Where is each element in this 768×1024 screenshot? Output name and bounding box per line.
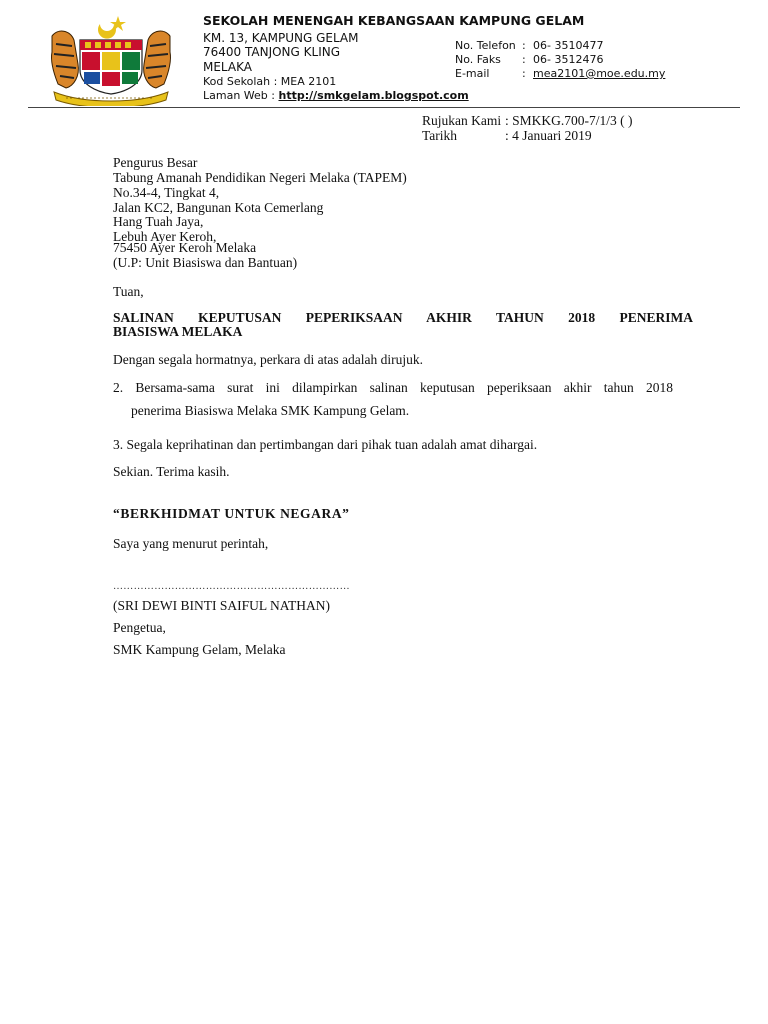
- recipient-line: Jalan KC2, Bangunan Kota Cemerlang: [113, 200, 324, 215]
- recipient-line: (U.P: Unit Biasiswa dan Bantuan): [113, 255, 298, 270]
- school-code: Kod Sekolah : MEA 2101: [203, 75, 337, 88]
- address-line-3: MELAKA: [203, 60, 252, 74]
- recipient-line: Hang Tuah Jaya,: [113, 214, 204, 229]
- recipient-line: Tabung Amanah Pendidikan Negeri Melaka (TAPEM): [113, 170, 407, 185]
- motto: “BERKHIDMAT UNTUK NEGARA”: [113, 506, 350, 521]
- fax-label: No. Faks: [455, 53, 501, 66]
- ref-value: : SMKKG.700-7/1/3 ( ): [505, 113, 633, 128]
- fax-value: 06- 3512476: [533, 53, 604, 66]
- date-value: : 4 Januari 2019: [505, 128, 592, 143]
- date-label: Tarikh: [422, 128, 458, 143]
- website-label: Laman Web :: [203, 89, 275, 102]
- signature-line: ……………………………………………………………: [113, 581, 350, 592]
- ref-label: Rujukan Kami: [422, 113, 502, 128]
- body-paragraph-2-line-2: penerima Biasiswa Melaka SMK Kampung Gelam.: [131, 403, 410, 418]
- phone-value: 06- 3510477: [533, 39, 604, 52]
- signatory-title: Pengetua,: [113, 620, 166, 635]
- recipient-line: 75450 Ayer Keroh Melaka: [113, 240, 257, 255]
- website-row: [203, 89, 469, 102]
- body-paragraph-1: Dengan segala hormatnya, perkara di atas adalah dirujuk.: [113, 352, 423, 367]
- recipient-line: No.34-4, Tingkat 4,: [113, 185, 220, 200]
- sign-off: Saya yang menurut perintah,: [113, 536, 269, 551]
- email-colon: :: [522, 67, 526, 80]
- recipient-line: Pengurus Besar: [113, 155, 198, 170]
- body-paragraph-2-line-1: 2. Bersama-sama surat ini dilampirkan salinan keputusan peperiksaan akhir tahun 2018: [113, 380, 673, 395]
- closing-line: Sekian. Terima kasih.: [113, 464, 230, 479]
- email-link[interactable]: mea2101@moe.edu.my: [533, 67, 666, 80]
- subject-line-1: SALINAN KEPUTUSAN PEPERIKSAAN AKHIR TAHUN 2018 PENERIMA: [113, 310, 693, 325]
- subject-line-2: BIASISWA MELAKA: [113, 324, 243, 339]
- recipient-line: Lebuh Ayer Keroh,: [113, 229, 217, 244]
- signatory-name: (SRI DEWI BINTI SAIFUL NATHAN): [113, 598, 330, 613]
- website-link[interactable]: http://smkgelam.blogspot.com: [278, 89, 469, 102]
- signatory-organisation: SMK Kampung Gelam, Melaka: [113, 642, 286, 657]
- body-paragraph-3: 3. Segala keprihatinan dan pertimbangan dari pihak tuan adalah amat dihargai.: [113, 437, 538, 452]
- fax-colon: :: [522, 53, 526, 66]
- phone-colon: :: [522, 39, 526, 52]
- address-line-1: KM. 13, KAMPUNG GELAM: [203, 31, 359, 45]
- address-line-2: 76400 TANJONG KLING: [203, 45, 341, 59]
- header-divider: [28, 107, 740, 108]
- coat-of-arms-logo: [44, 14, 178, 106]
- email-label: E-mail: [455, 67, 490, 80]
- phone-label: No. Telefon: [455, 39, 516, 52]
- salutation: Tuan,: [113, 284, 144, 299]
- school-name: SEKOLAH MENENGAH KEBANGSAAN KAMPUNG GELAM: [203, 13, 585, 28]
